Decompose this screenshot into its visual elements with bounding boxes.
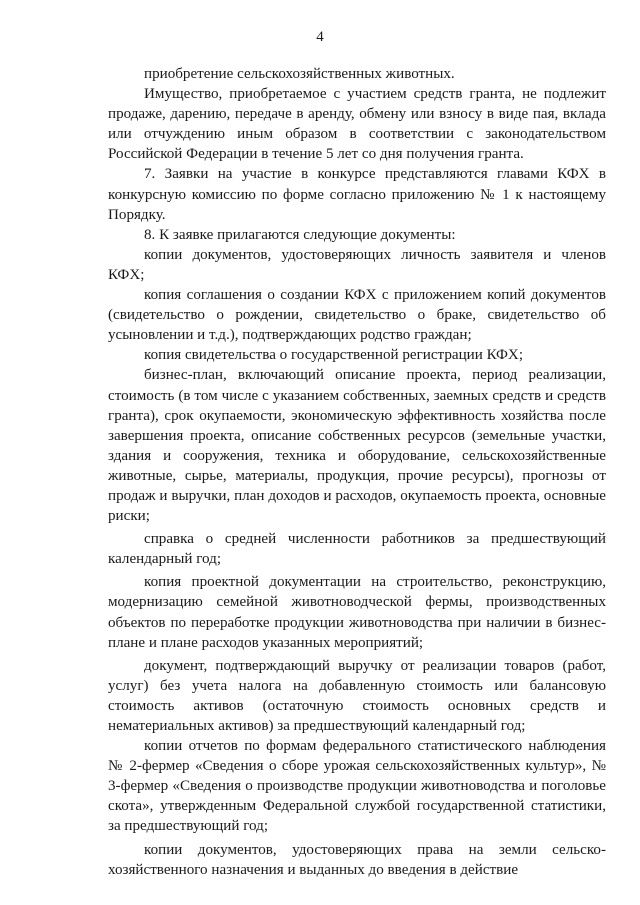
- paragraph: справка о средней численности работников за предшествующий календарный год;: [108, 531, 606, 568]
- paragraph: приобретение сельскохозяйственных животных.: [144, 66, 455, 82]
- paragraph: копия соглашения о создании КФХ с приложением копий документов (свидетельство о рождении, свидетельство о браке, свидетельство об усыновлении и т.д.), подтверждающих родство граждан;: [108, 287, 606, 344]
- paragraph: 7. Заявки на участие в конкурсе представляются главами КФХ в конкурсную комиссию по форме согласно приложению № 1 к настоящему Порядку.: [108, 166, 606, 223]
- paragraph: Имущество, приобретаемое с участием средств гранта, не подлежит продаже, дарению, передаче в аренду, обмену или взносу в виде пая, вклада или отчуждению иным образом в соответствии с законодательством Российской Федерации в течение 5 лет со дня получения гранта.: [108, 86, 606, 163]
- paragraph: копии отчетов по формам федерального статистического наблюдения № 2-фермер «Сведения о сборе урожая сельскохозяйственных культур», № 3-фермер «Сведения о производстве продукции животноводства и поголовье скота», утвержденным Федеральной службой государственной статистики, за предшествующий год;: [108, 738, 606, 835]
- paragraph: копия свидетельства о государственной регистрации КФХ;: [144, 347, 524, 364]
- paragraph: копия проектной документации на строительство, реконструкцию, модернизацию семейной животноводческой фермы, производственных объектов по переработке продукции животноводства при наличии в бизнес-плане и плане расходов указанных мероприятий;: [108, 574, 606, 651]
- page-number: 4: [316, 29, 324, 45]
- paragraph: документ, подтверждающий выручку от реализации товаров (работ, услуг) без учета налога на добавленную стоимость или балансовую стоимость активов (остаточную стоимость основных средств и нематериальных активов) за предшествующий календарный год;: [108, 657, 606, 734]
- paragraph: 8. К заявке прилагаются следующие документы:: [144, 226, 456, 243]
- document-body: [108, 64, 606, 880]
- paragraph: копии документов, удостоверяющих права на земли сельско-хозяйственного назначения и выданных до введения в действие: [108, 841, 606, 878]
- paragraph: бизнес-план, включающий описание проекта, период реализации, стоимость (в том числе с указанием собственных, заемных средств и средств гранта), срок окупаемости, экономическую эффективность хозяйства после завершения проекта, описание собственных ресурсов (земельные участки, здания и сооружения, техника и оборудование, сельскохозяйственные животные, сырье, материалы, продукция, прочие ресурсы), прогнозы от продаж и выручки, план доходов и расходов, окупаемость проекта, основные риски;: [108, 367, 606, 525]
- paragraph: копии документов, удостоверяющих личность заявителя и членов КФХ;: [108, 246, 606, 283]
